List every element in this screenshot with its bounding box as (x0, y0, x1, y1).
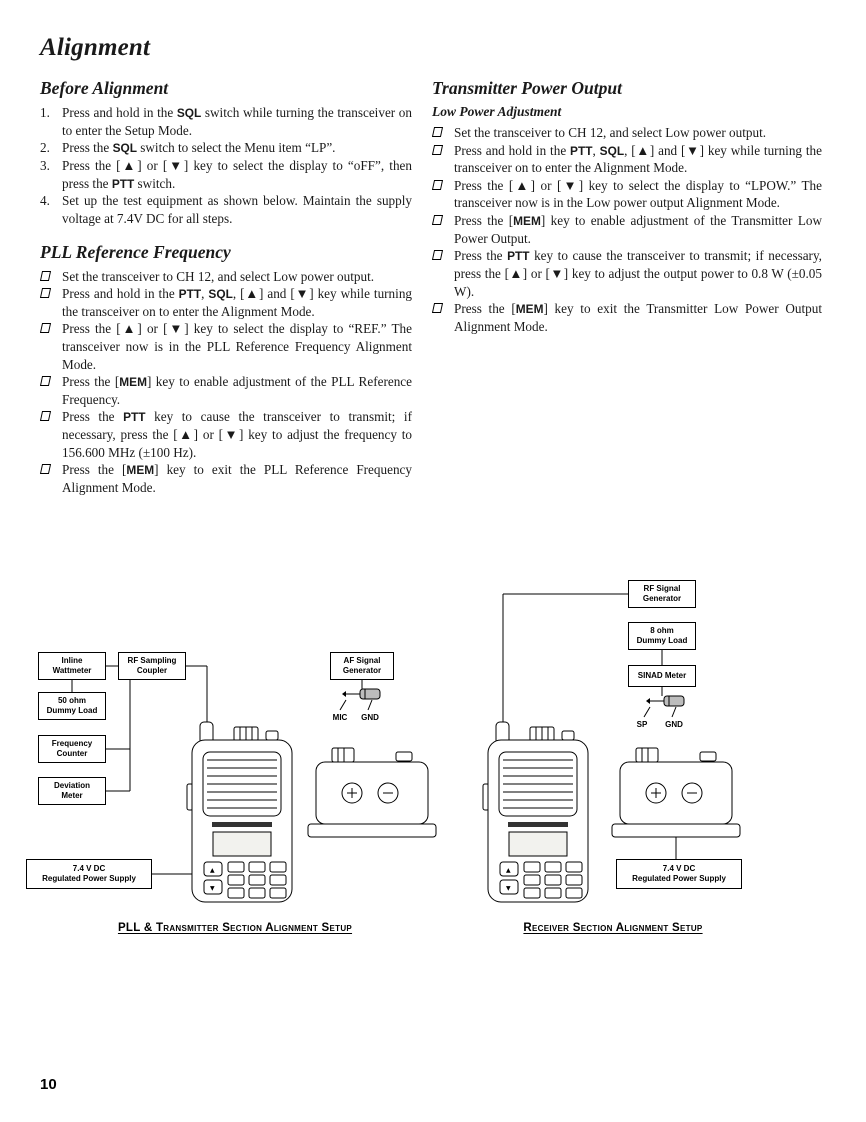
handheld-radio-art-left (187, 722, 292, 902)
item-text: Press the [MEM] key to enable adjustment of the Transmitter Low Power Output. (454, 212, 822, 246)
item-text: Press the [MEM] key to exit the Transmitter Low Power Output Alignment Mode. (454, 301, 822, 334)
item-text: Press the [▲] or [▼] key to select the display to “LPOW.” The transceiver now is in the Low power output Alignment Mode. (454, 177, 822, 211)
diagram-box-rf-signal-generator (628, 580, 696, 608)
checkbox-list (432, 124, 822, 336)
diagram-box-power-supply-right (616, 859, 742, 889)
checkbox-bullet (432, 177, 454, 212)
item-text: Press and hold in the SQL switch while turning the transceiver on to enter the Setup Mode. (62, 105, 412, 138)
list-item (40, 285, 412, 320)
item-text: Set up the test equipment as shown below. Maintain the supply voltage at 7.4V DC for all steps. (62, 193, 412, 226)
battery-charger-art-right (612, 748, 740, 837)
text-content (0, 0, 866, 497)
box-label-line: Deviation (53, 781, 90, 790)
item-number: 3. (40, 158, 50, 174)
item-text: Press and hold in the PTT, SQL, [▲] and [▼] key while turning the transceiver on to enter the Alignment Mode. (454, 142, 822, 176)
section-heading: PLL Reference Frequency (40, 241, 231, 262)
list-item (432, 142, 822, 177)
diagram-box-deviation-meter (38, 777, 106, 805)
box-label-line: Generator (642, 594, 682, 603)
checkbox-bullet (40, 320, 62, 373)
item-text: Press the [▲] or [▼] key to select the display to “oFF”, then press the PTT switch. (62, 158, 412, 191)
item-number: 1. (40, 105, 50, 120)
item-text: Set the transceiver to CH 12, and select Low power output. (454, 125, 767, 140)
box-label-line: Dummy Load (636, 636, 688, 645)
list-item (432, 247, 822, 300)
item-text: Press the [MEM] key to enable adjustment of the PLL Reference Frequency. (62, 374, 412, 407)
box-label-line: 50 ohm (57, 696, 86, 705)
item-text: Press the [▲] or [▼] key to select the display to “REF.” The transceiver now is in the PLL Reference Frequency Alignment Mode. (62, 321, 412, 372)
checkbox-bullet (432, 300, 454, 335)
diagram-box-50-ohm-dummy-load (38, 692, 106, 720)
diagram-box-inline-wattmeter (38, 652, 106, 680)
item-text: Press the SQL switch to select the Menu item “LP”. (62, 140, 336, 156)
battery-charger-art-left (308, 748, 436, 837)
diagram-box-sinad-meter (628, 665, 696, 687)
list-item (40, 157, 412, 192)
audio-plug-icon-left (342, 689, 380, 699)
section-before-alignment (40, 78, 412, 228)
section-pll-reference-frequency (40, 242, 412, 497)
list-item (40, 192, 412, 227)
box-label-line: Regulated Power Supply (632, 874, 726, 883)
box-label-line: Counter (56, 749, 88, 758)
checkbox-bullet (40, 461, 62, 496)
box-label-line: Generator (342, 666, 382, 675)
list-item (40, 320, 412, 373)
box-label-line: 8 ohm (650, 626, 674, 635)
box-label-line: RF Signal (643, 584, 681, 593)
list-item (432, 124, 822, 142)
item-number: 2. (40, 140, 50, 156)
checkbox-bullet (432, 124, 454, 142)
diagram-caption-right: Receiver Section Alignment Setup (523, 922, 703, 934)
box-label-line: Regulated Power Supply (42, 874, 136, 883)
page-title: Alignment (40, 34, 151, 61)
handheld-radio-art-right (483, 722, 588, 902)
checkbox-bullet (432, 212, 454, 247)
diagram-artwork: ▲ ▼ MIC GND SP GND (0, 572, 866, 950)
section-heading: Transmitter Power Output (432, 78, 622, 98)
diagram-caption-left: PLL & Transmitter Section Alignment Setup (117, 922, 353, 934)
box-label-line: Wattmeter (52, 666, 92, 675)
gnd-label: GND (665, 720, 683, 729)
two-column-layout (40, 78, 822, 497)
diagram-box-power-supply-left (26, 859, 152, 889)
list-item (40, 104, 412, 139)
item-text: Set the transceiver to CH 12, and select Low power output. (62, 268, 375, 284)
box-label-line: AF Signal (343, 656, 381, 665)
sp-label: SP (636, 720, 648, 729)
box-label-line: Coupler (136, 666, 168, 675)
checkbox-bullet (40, 268, 62, 286)
checkbox-bullet (432, 247, 454, 300)
page-number: 10 (40, 1076, 57, 1093)
box-label-line: Frequency (51, 739, 93, 748)
gnd-label: GND (361, 713, 379, 722)
checkbox-list (40, 268, 412, 497)
audio-plug-icon-right (646, 696, 684, 706)
box-label-line: 7.4 V DC (662, 864, 696, 873)
checkbox-bullet (40, 285, 62, 320)
list-item (40, 373, 412, 408)
item-text: Press and hold in the PTT, SQL, [▲] and [▼] key while turning the transceiver on to enter the Alignment Mode. (62, 286, 413, 319)
list-item (40, 268, 412, 286)
mic-label: MIC (332, 713, 348, 722)
checkbox-bullet (40, 408, 62, 461)
diagram-box-af-signal-generator (330, 652, 394, 680)
list-item (40, 461, 412, 496)
checkbox-bullet (432, 142, 454, 177)
list-item (40, 408, 412, 461)
box-label-line: Inline (61, 656, 83, 665)
list-item (432, 300, 822, 335)
section-heading: Before Alignment (40, 78, 169, 98)
right-column (432, 78, 822, 336)
box-label-line: Dummy Load (46, 706, 98, 715)
diagram-box-frequency-counter (38, 735, 106, 763)
box-label-line: Meter (61, 791, 83, 800)
item-text: Press the PTT key to cause the transceiver to transmit; if necessary, press the [▲] or [▼] key to adjust the output power to 0.8 W (±0.05 W). (454, 248, 822, 299)
box-label-line: SINAD Meter (637, 671, 687, 680)
item-text: Press the PTT key to cause the transceiver to transmit; if necessary, press the [▲] or [▼] key to adjust the frequency to 156.600 MHz (±100 Hz). (62, 409, 412, 460)
diagram-box-rf-sampling-coupler (118, 652, 186, 680)
item-number: 4. (40, 193, 50, 209)
diagram-box-8-ohm-dummy-load (628, 622, 696, 650)
left-column (40, 78, 412, 497)
box-label-line: RF Sampling (127, 656, 177, 665)
numbered-list (40, 104, 412, 228)
box-label-line: 7.4 V DC (72, 864, 106, 873)
alignment-setup-diagrams (0, 572, 866, 950)
checkbox-bullet (40, 373, 62, 408)
item-text: Press the [MEM] key to exit the PLL Reference Frequency Alignment Mode. (62, 462, 412, 496)
subsection-heading: Low Power Adjustment (432, 104, 562, 119)
list-item (40, 139, 412, 157)
list-item (432, 212, 822, 247)
list-item (432, 177, 822, 212)
section-transmitter-power-output (432, 78, 822, 336)
